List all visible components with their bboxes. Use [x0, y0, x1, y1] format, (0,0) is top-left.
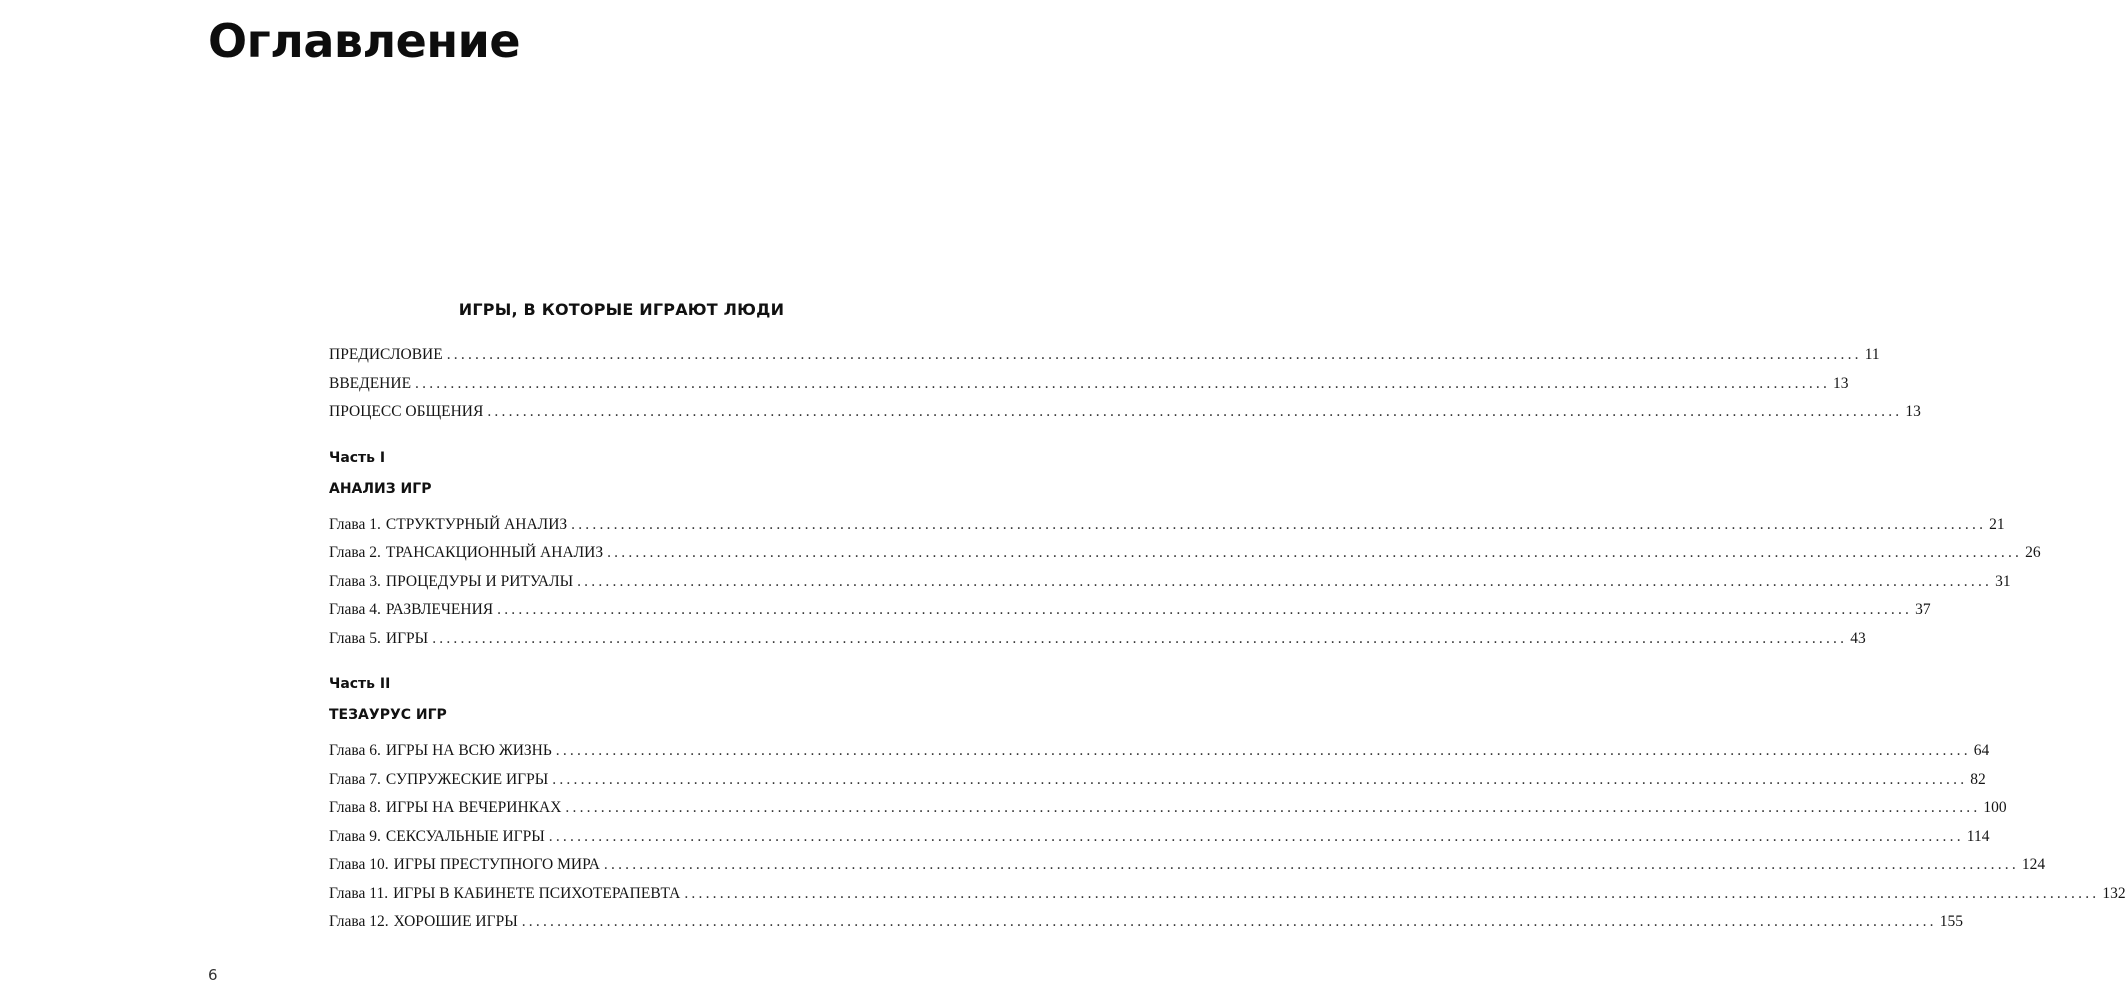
chapter-title: РАЗВЛЕЧЕНИЯ [385, 601, 494, 618]
toc-entry-chapter-2[interactable] [329, 544, 2041, 573]
dot-leader: ........................................................................................................................................................................................................ [571, 515, 1987, 533]
chapter-list [329, 742, 2126, 942]
chapter-number: Глава 4. [329, 601, 381, 618]
chapter-number: Глава 8. [329, 799, 381, 816]
entry-page: 21 [1989, 515, 2005, 533]
toc-entry-introduction[interactable] [329, 374, 1849, 404]
chapter-number: Глава 12. [329, 913, 389, 930]
toc-entry-chapter-10[interactable] [329, 856, 2046, 885]
book-title: ИГРЫ, В КОТОРЫЕ ИГРАЮТ ЛЮДИ [458, 300, 785, 319]
entry-title [329, 630, 432, 648]
entry-title [329, 544, 607, 562]
toc-entry-chapter-1[interactable] [329, 515, 2005, 545]
entry-page: 13 [1833, 374, 1849, 392]
entry-title [329, 573, 577, 591]
chapter-number: Глава 9. [329, 827, 381, 845]
toc-entry-chapter-4[interactable] [329, 601, 1931, 630]
chapter-number: Глава 5. [329, 629, 381, 647]
toc-entry-chapter-3[interactable] [329, 572, 2011, 602]
toc-entry-communication[interactable] [329, 403, 1921, 432]
part-section-2 [329, 675, 2126, 942]
entry-title [329, 771, 552, 789]
entry-page: 43 [1850, 629, 1866, 647]
chapter-number: Глава 2. [329, 544, 381, 561]
chapter-title: ИГРЫ НА ВЕЧЕРИНКАХ [385, 799, 562, 816]
entry-page: 82 [1970, 770, 1986, 788]
chapter-title: ПРОЦЕДУРЫ И РИТУАЛЫ [385, 572, 574, 590]
chapter-number: Глава 3. [329, 572, 381, 590]
table-of-contents [329, 300, 2126, 942]
entry-title [329, 913, 522, 931]
entry-title: ПРОЦЕСС ОБЩЕНИЯ [329, 403, 484, 420]
toc-entry-chapter-5[interactable] [329, 629, 1866, 659]
chapter-title: ТРАНСАКЦИОННЫЙ АНАЛИЗ [385, 544, 604, 561]
intro-entries [329, 346, 1921, 432]
entry-page: 114 [1966, 827, 1990, 845]
dot-leader: ........................................................................................................................................................................................................ [565, 799, 1981, 816]
entry-page: 64 [1973, 742, 1990, 759]
entry-page: 11 [1864, 346, 1880, 363]
chapter-title: ИГРЫ ПРЕСТУПНОГО МИРА [393, 856, 600, 873]
entry-title [329, 885, 684, 903]
toc-entry-chapter-9[interactable] [329, 827, 1990, 857]
entry-title [329, 856, 604, 874]
entry-page: 132 [2102, 884, 2126, 902]
entry-page: 124 [2021, 856, 2046, 873]
page-number: 6 [208, 966, 218, 984]
entry-page: 37 [1915, 601, 1931, 618]
dot-leader: ........................................................................................................................................................................................................ [446, 346, 1862, 363]
entry-title [329, 742, 556, 760]
toc-entry-preface[interactable] [329, 346, 1880, 375]
entry-title: ПРЕДИСЛОВИЕ [329, 346, 443, 363]
dot-leader: ........................................................................................................................................................................................................ [415, 374, 1831, 392]
entry-page: 13 [1905, 403, 1921, 420]
chapter-title: ИГРЫ [385, 629, 429, 647]
dot-leader: ........................................................................................................................................................................................................ [521, 913, 1937, 930]
chapter-title: СУПРУЖЕСКИЕ ИГРЫ [385, 770, 549, 788]
entry-page: 155 [1939, 913, 1963, 930]
toc-entry-chapter-6[interactable] [329, 742, 1990, 771]
chapter-title: ИГРЫ НА ВСЮ ЖИЗНЬ [385, 742, 552, 759]
page-title: Оглавление [208, 14, 521, 68]
toc-entry-chapter-8[interactable] [329, 799, 2007, 828]
entry-title [329, 601, 497, 619]
dot-leader: ........................................................................................................................................................................................................ [684, 884, 2100, 902]
chapter-number: Глава 10. [329, 856, 389, 873]
chapter-title: ИГРЫ В КАБИНЕТЕ ПСИХОТЕРАПЕВТА [393, 884, 681, 902]
chapter-title: ХОРОШИЕ ИГРЫ [393, 913, 518, 930]
entry-page: 100 [1983, 799, 2007, 816]
part-label: Часть II [329, 676, 391, 692]
toc-entry-chapter-11[interactable] [329, 884, 2126, 914]
part-title: ТЕЗАУРУС ИГР [329, 707, 447, 723]
chapter-number: Глава 1. [329, 515, 381, 533]
part-title: АНАЛИЗ ИГР [329, 480, 432, 497]
entry-title: ВВЕДЕНИЕ [329, 374, 412, 392]
chapter-number: Глава 6. [329, 742, 381, 759]
entry-page: 26 [2025, 544, 2041, 561]
chapter-title: СЕКСУАЛЬНЫЕ ИГРЫ [385, 827, 545, 845]
chapter-title: СТРУКТУРНЫЙ АНАЛИЗ [385, 515, 568, 533]
part-section-1 [329, 449, 2041, 659]
toc-entry-chapter-7[interactable] [329, 770, 1986, 800]
entry-title [329, 516, 571, 534]
part-label: Часть I [329, 449, 386, 466]
dot-leader: ........................................................................................................................................................................................................ [497, 601, 1913, 618]
dot-leader: ........................................................................................................................................................................................................ [555, 742, 1971, 759]
toc-entry-chapter-12[interactable] [329, 913, 1963, 942]
dot-leader: ........................................................................................................................................................................................................ [487, 403, 1903, 420]
entry-title [329, 799, 565, 817]
dot-leader: ........................................................................................................................................................................................................ [548, 827, 1964, 845]
dot-leader: ........................................................................................................................................................................................................ [432, 629, 1848, 647]
dot-leader: ........................................................................................................................................................................................................ [552, 770, 1968, 788]
entry-page: 31 [1995, 572, 2011, 590]
chapter-number: Глава 11. [329, 884, 389, 902]
chapter-number: Глава 7. [329, 770, 381, 788]
dot-leader: ........................................................................................................................................................................................................ [607, 544, 2023, 561]
dot-leader: ........................................................................................................................................................................................................ [603, 856, 2019, 873]
entry-title [329, 828, 549, 846]
dot-leader: ........................................................................................................................................................................................................ [577, 572, 1993, 590]
chapter-list [329, 515, 2041, 659]
